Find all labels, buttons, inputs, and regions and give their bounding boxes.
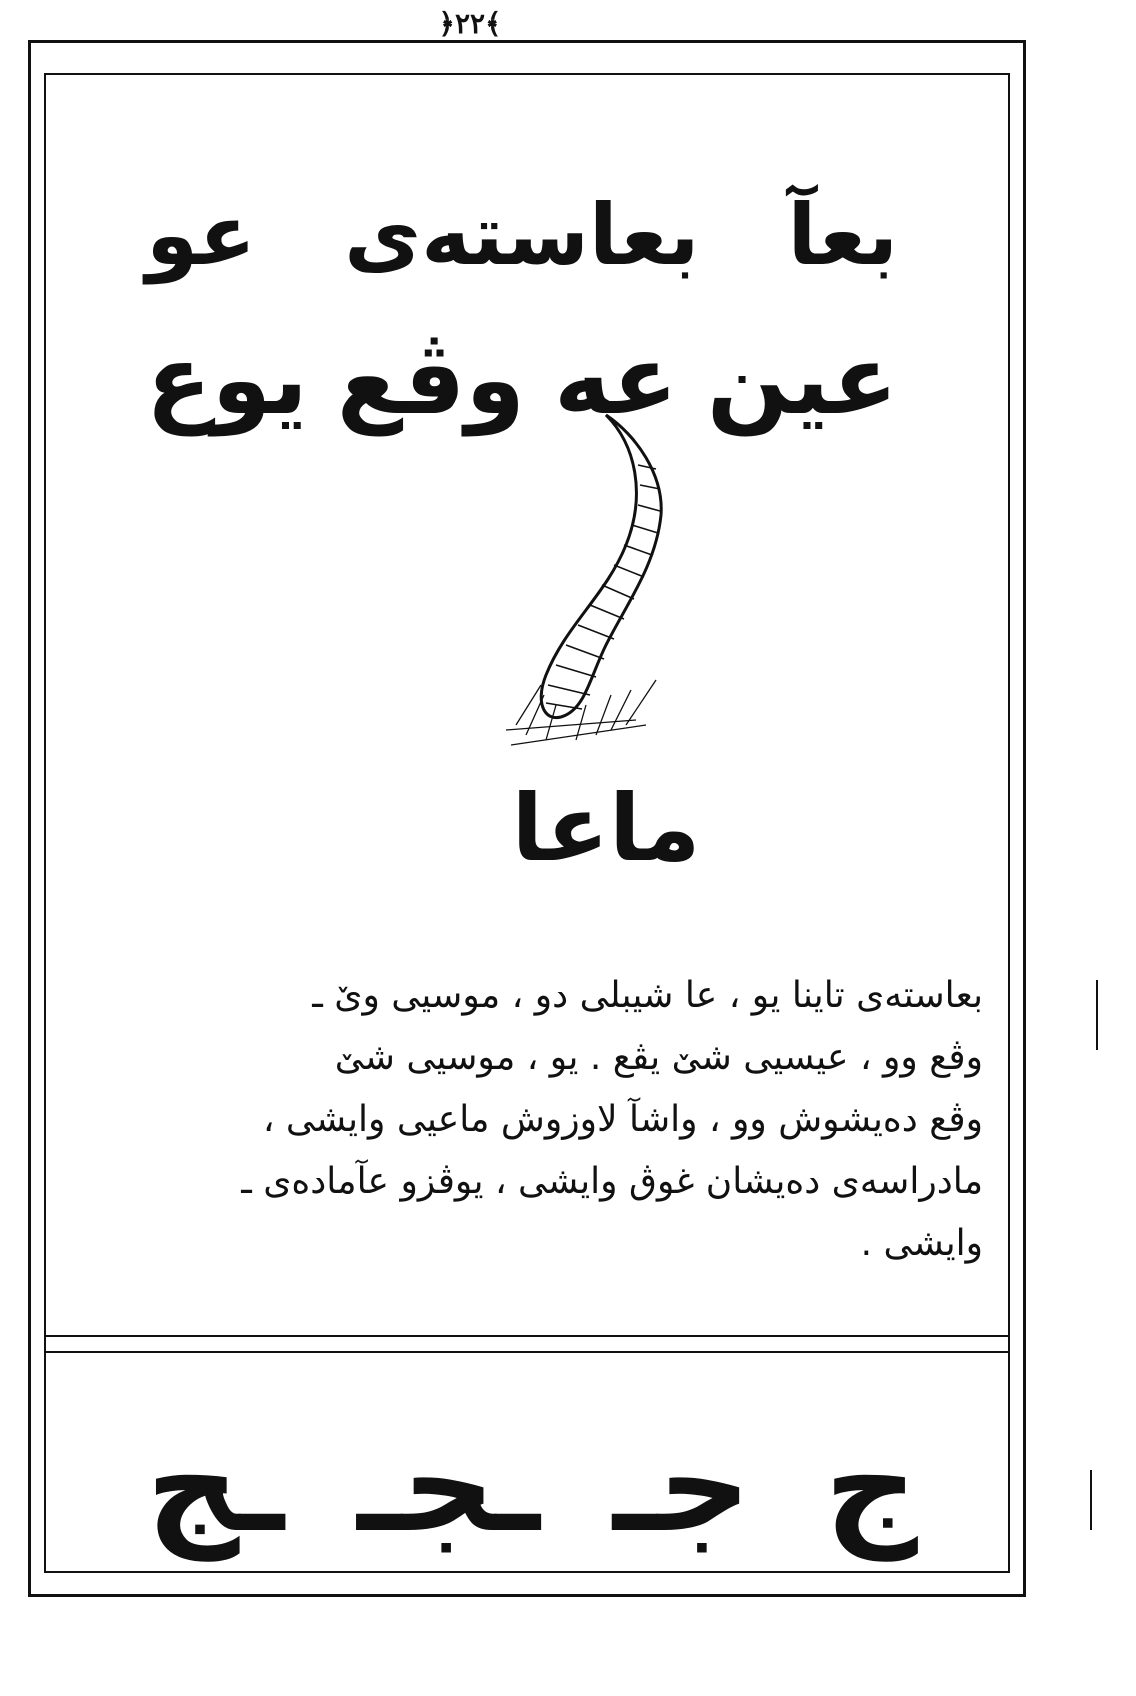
section-divider-top [46,1335,1008,1337]
word-3: عو [146,186,257,284]
worm-illustration [486,405,716,775]
page-frame [28,40,1026,1597]
letter-form-initial: جـ [613,1409,752,1561]
word-2: بعاستەی [344,186,700,284]
letter-form-isolated: ج [824,1409,918,1561]
word-row-1 [146,175,898,295]
paragraph-line-3: وڨع دەیشوش وو ، واشآ لاوزوش ماعیی وایشی ، [262,1099,983,1140]
letter-forms-row [146,1385,918,1585]
page-number: ﴿۲۲﴾ [438,6,502,40]
letter-form-medial: ـجـ [357,1409,540,1561]
margin-mark [1090,1470,1092,1530]
paragraph-line-2: وڨع وو ، عیسیی شێ یڨع . یو ، موسیی شێ [334,1037,983,1078]
paragraph-line-1: بعاستەی تاینا یو ، عا شیبلی دو ، موسیی وێ ـ [312,975,983,1016]
paragraph-line-5: وایشی . [860,1223,983,1264]
word-5: عە [554,324,678,436]
word-7: یوع [146,324,308,436]
margin-mark [1096,980,1098,1050]
word-6: وڨع [336,324,525,436]
caption-word: ماعا [511,775,701,882]
content-frame [44,73,1010,1573]
word-1: بعآ [787,186,898,284]
paragraph-line-4: مادراسەی دەیشان غوڨ وایشی ، یوڨزو عآمادەی ـ [241,1161,983,1202]
letter-form-final: ـج [146,1409,285,1561]
section-divider-bottom [46,1351,1008,1353]
word-4: عین [706,324,898,436]
reading-paragraph [76,965,983,1275]
